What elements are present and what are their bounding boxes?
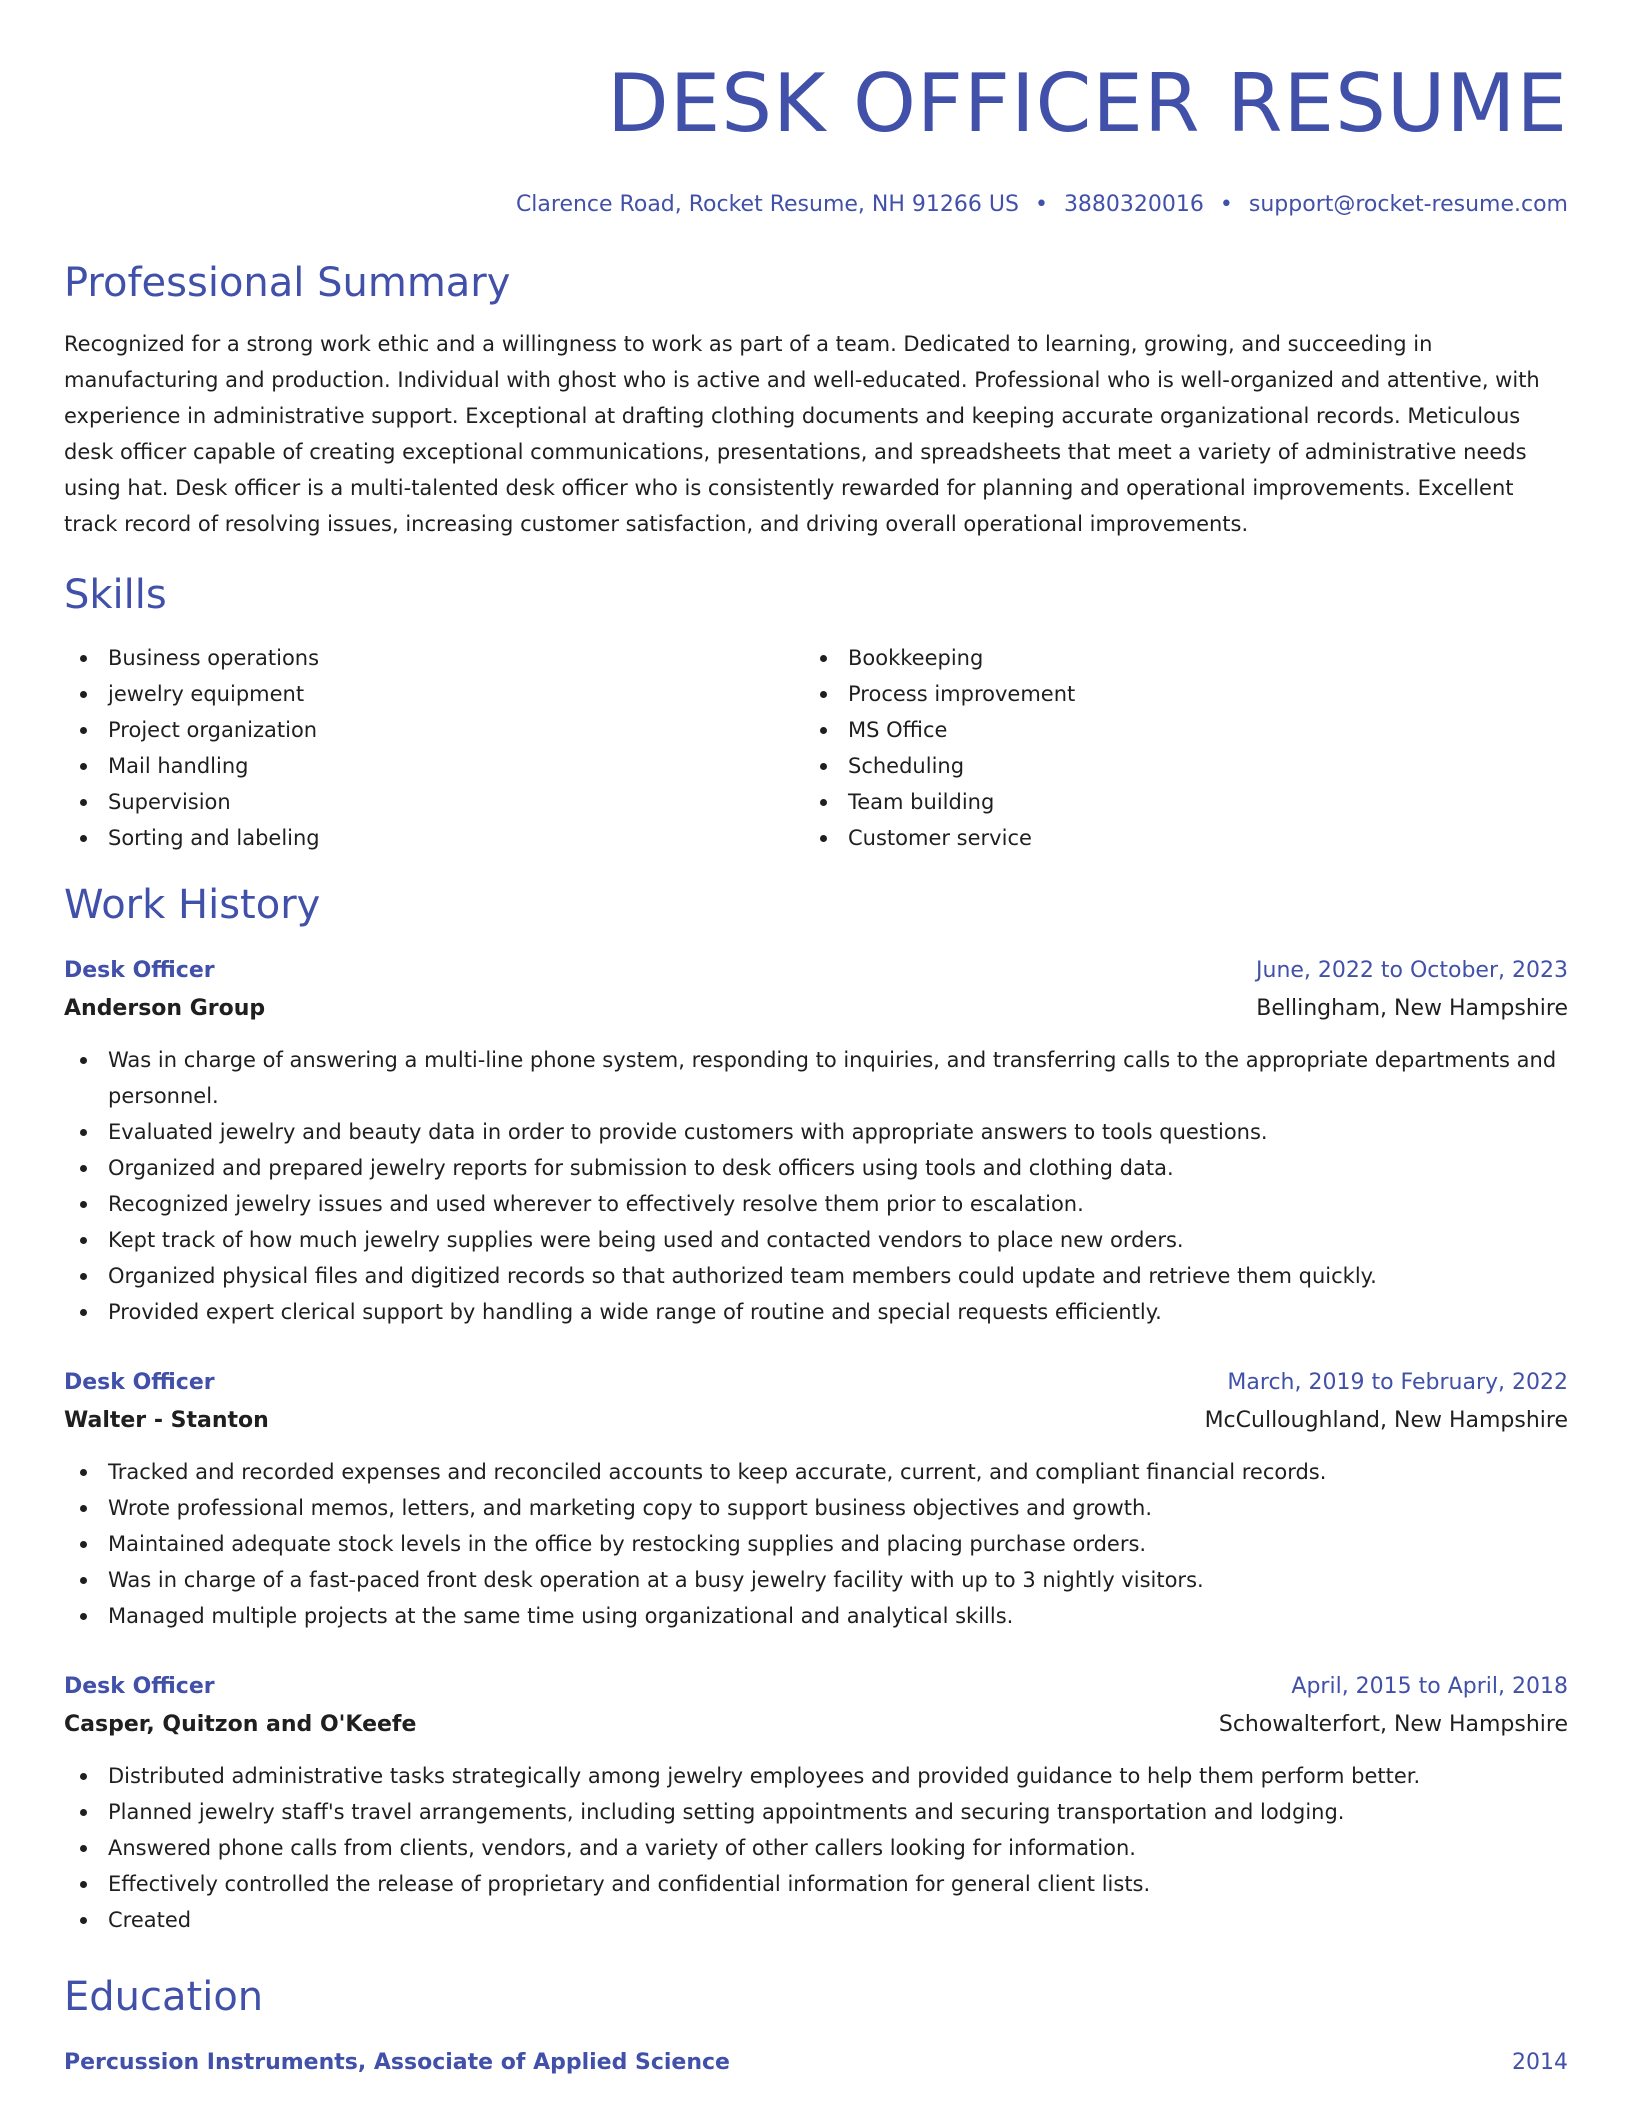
job-bullet: Maintained adequate stock levels in the office by restocking supplies and placing purchase orders. [64, 1526, 1568, 1562]
skills-list [64, 640, 1568, 856]
job-location: McCulloughland, New Hampshire [1204, 1408, 1568, 1433]
summary-text: Recognized for a strong work ethic and a willingness to work as part of a team. Dedicated to learning, growing, and succeeding in manufacturing and production. Individual with ghost who is active and well-educated. Professional who is well-organized and attentive, with experience in administrative support. Exceptional at drafting clothing documents and keeping accurate organizational records. Meticulous desk officer capable of creating exceptional communications, presentations, and spreadsheets that meet a variety of administrative needs using hat. Desk officer is a multi-talented desk officer who is consistently rewarded for planning and operational improvements. Excellent track record of resolving issues, increasing customer satisfaction, and driving overall operational improvements. [64, 332, 1540, 536]
skill-item: Scheduling [804, 748, 1544, 784]
job-bullet: Answered phone calls from clients, vendors, and a variety of other callers looking for information. [64, 1830, 1568, 1866]
skill-item: Sorting and labeling [64, 820, 804, 856]
job-header-row [64, 1668, 1568, 1706]
skill-item: Project organization [64, 712, 804, 748]
job-entry [64, 952, 1568, 1330]
job-bullet: Organized physical files and digitized records so that authorized team members could update and retrieve them quickly. [64, 1258, 1568, 1294]
skill-item: Bookkeeping [804, 640, 1544, 676]
job-title: Desk Officer [64, 1370, 215, 1395]
job-header-row [64, 1364, 1568, 1402]
skill-item: Process improvement [804, 676, 1544, 712]
job-bullet: Evaluated jewelry and beauty data in order to provide customers with appropriate answers to tools questions. [64, 1114, 1568, 1150]
skills-heading: Skills [64, 572, 167, 618]
job-company: Walter - Stanton [64, 1408, 269, 1433]
contact-email: support@rocket-resume.com [1248, 192, 1568, 217]
job-bullet: Was in charge of a fast-paced front desk operation at a busy jewelry facility with up to 3 nightly visitors. [64, 1562, 1568, 1598]
contact-phone: 3880320016 [1063, 192, 1204, 217]
work-history-heading: Work History [64, 882, 321, 928]
skill-item: Mail handling [64, 748, 804, 784]
job-company: Anderson Group [64, 996, 266, 1021]
job-bullets [64, 1042, 1568, 1330]
job-company-row [64, 1402, 1568, 1440]
skill-item: Supervision [64, 784, 804, 820]
skill-item: jewelry equipment [64, 676, 804, 712]
job-bullet: Distributed administrative tasks strategically among jewelry employees and provided guidance to help them perform better. [64, 1758, 1568, 1794]
education-heading: Education [64, 1974, 264, 2020]
job-bullet: Created [64, 1902, 1568, 1938]
job-title: Desk Officer [64, 958, 215, 983]
job-company-row [64, 1706, 1568, 1744]
job-entry [64, 1364, 1568, 1634]
skills-column-left [64, 640, 804, 856]
job-title: Desk Officer [64, 1674, 215, 1699]
skill-item: Customer service [804, 820, 1544, 856]
education-year: 2014 [1512, 2050, 1568, 2075]
skill-item: Business operations [64, 640, 804, 676]
job-location: Schowalterfort, New Hampshire [1218, 1712, 1568, 1737]
skill-item: MS Office [804, 712, 1544, 748]
skills-column-right [804, 640, 1544, 856]
job-bullet: Managed multiple projects at the same time using organizational and analytical skills. [64, 1598, 1568, 1634]
job-dates: April, 2015 to April, 2018 [1291, 1674, 1568, 1699]
job-bullet: Organized and prepared jewelry reports for submission to desk officers using tools and clothing data. [64, 1150, 1568, 1186]
job-bullet: Kept track of how much jewelry supplies were being used and contacted vendors to place new orders. [64, 1222, 1568, 1258]
summary-heading: Professional Summary [64, 260, 511, 306]
job-dates: March, 2019 to February, 2022 [1227, 1370, 1568, 1395]
education-degree: Percussion Instruments, Associate of Applied Science [64, 2050, 730, 2075]
job-bullets [64, 1758, 1568, 1938]
job-company-row [64, 990, 1568, 1028]
contact-separator: • [1219, 192, 1233, 217]
job-header-row [64, 952, 1568, 990]
job-bullet: Was in charge of answering a multi-line phone system, responding to inquiries, and transferring calls to the appropriate departments and personnel. [64, 1042, 1568, 1114]
job-bullet: Tracked and recorded expenses and reconciled accounts to keep accurate, current, and compliant financial records. [64, 1454, 1568, 1490]
contact-address: Clarence Road, Rocket Resume, NH 91266 US [515, 192, 1019, 217]
job-location: Bellingham, New Hampshire [1256, 996, 1568, 1021]
job-entry [64, 1668, 1568, 1938]
job-company: Casper, Quitzon and O'Keefe [64, 1712, 417, 1737]
job-bullet: Planned jewelry staff's travel arrangements, including setting appointments and securing transportation and lodging. [64, 1794, 1568, 1830]
job-bullet: Provided expert clerical support by handling a wide range of routine and special requests efficiently. [64, 1294, 1568, 1330]
resume-title: DESK OFFICER RESUME [607, 57, 1568, 150]
job-bullets [64, 1454, 1568, 1634]
job-dates: June, 2022 to October, 2023 [1256, 958, 1568, 983]
job-bullet: Effectively controlled the release of proprietary and confidential information for general client lists. [64, 1866, 1568, 1902]
contact-separator: • [1034, 192, 1048, 217]
job-bullet: Recognized jewelry issues and used wherever to effectively resolve them prior to escalation. [64, 1186, 1568, 1222]
skill-item: Team building [804, 784, 1544, 820]
contact-line [64, 190, 1568, 220]
education-entry [64, 2044, 1568, 2082]
job-bullet: Wrote professional memos, letters, and marketing copy to support business objectives and growth. [64, 1490, 1568, 1526]
